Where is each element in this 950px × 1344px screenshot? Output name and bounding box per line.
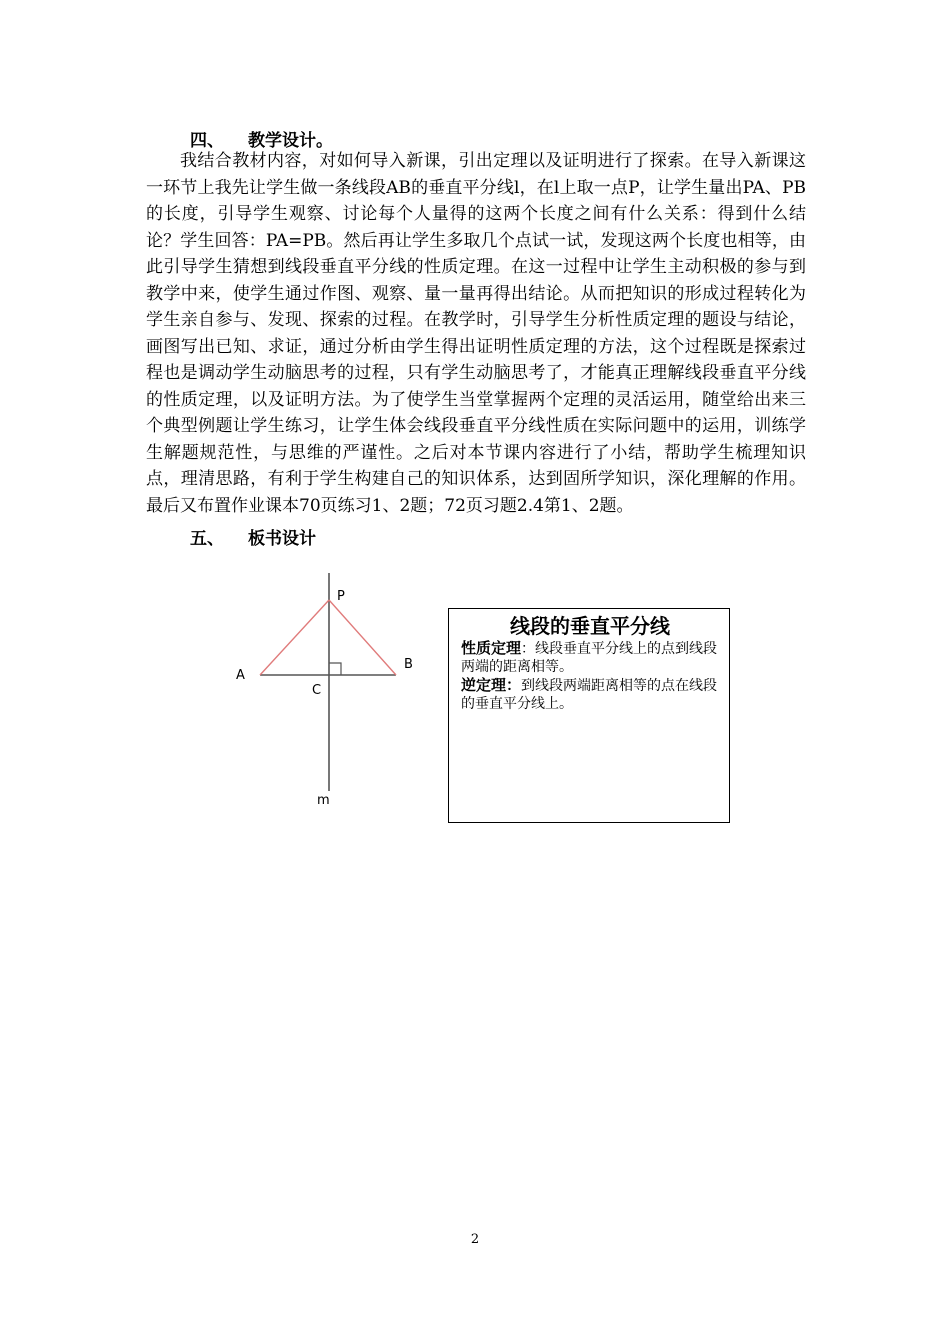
converse-theorem-label: 逆定理： [461, 676, 522, 694]
label-a: A [236, 668, 245, 683]
section-4-number: 四、 [190, 131, 224, 151]
converse-theorem [461, 676, 719, 713]
section-5-title: 板书设计 [248, 529, 316, 549]
segment-pb [329, 600, 396, 675]
label-m: m [317, 793, 330, 808]
board-title: 线段的垂直平分线 [510, 614, 670, 638]
blackboard-design-box [448, 608, 730, 823]
label-b: B [404, 657, 413, 672]
section-5-heading [190, 524, 316, 549]
page-number: 2 [470, 1232, 480, 1247]
segment-pa [260, 600, 329, 675]
label-p: P [337, 589, 345, 604]
section-4-paragraph: 我结合教材内容，对如何导入新课，引出定理以及证明进行了探索。在导入新课这一环节上我先让学生做一条线段AB的垂直平分线l，在l上取一点P，让学生量出PA、PB的长度，引导学生观察、讨论每个人量得的这两个长度之间有什么关系：得到什么结论？学生回答：PA=PB。然后再让学生多取几个点试一试，发现这两个长度也相等，由此引导学生猜想到线段垂直平分线的性质定理。在这一过程中让学生主动积极的参与到教学中来，使学生通过作图、观察、量一量再得出结论。从而把知识的形成过程转化为学生亲自参与、发现、探索的过程。在教学时，引导学生分析性质定理的题设与结论，画图写出已知、求证，通过分析由学生得出证明性质定理的方法，这个过程既是探索过程也是调动学生动脑思考的过程，只有学生动脑思考了，才能真正理解线段垂直平分线的性质定理，以及证明方法。为了使学生当堂掌握两个定理的灵活运用，随堂给出来三个典型例题让学生练习，让学生体会线段垂直平分线性质在实际问题中的运用，训练学生解题规范性，与思维的严谨性。之后对本节课内容进行了小结，帮助学生梳理知识点，理清思路，有利于学生构建自己的知识体系，达到固所学知识，深化理解的作用。最后又布置作业课本70页练习1、2题；72页习题2.4第1、2题。 [146, 151, 806, 516]
perpendicular-bisector-figure [220, 565, 420, 815]
section-4-title: 教学设计。 [248, 131, 333, 151]
converse-theorem-text: 到线段两端距离相等的点在线段的垂直平分线上。 [461, 678, 718, 712]
label-c: C [312, 683, 322, 698]
section-5-number: 五、 [190, 529, 224, 549]
property-theorem-label: 性质定理 [461, 639, 522, 657]
property-theorem [461, 639, 719, 676]
right-angle-mark [329, 663, 341, 675]
property-theorem-text: ：线段垂直平分线上的点到线段两端的距离相等。 [461, 641, 718, 675]
